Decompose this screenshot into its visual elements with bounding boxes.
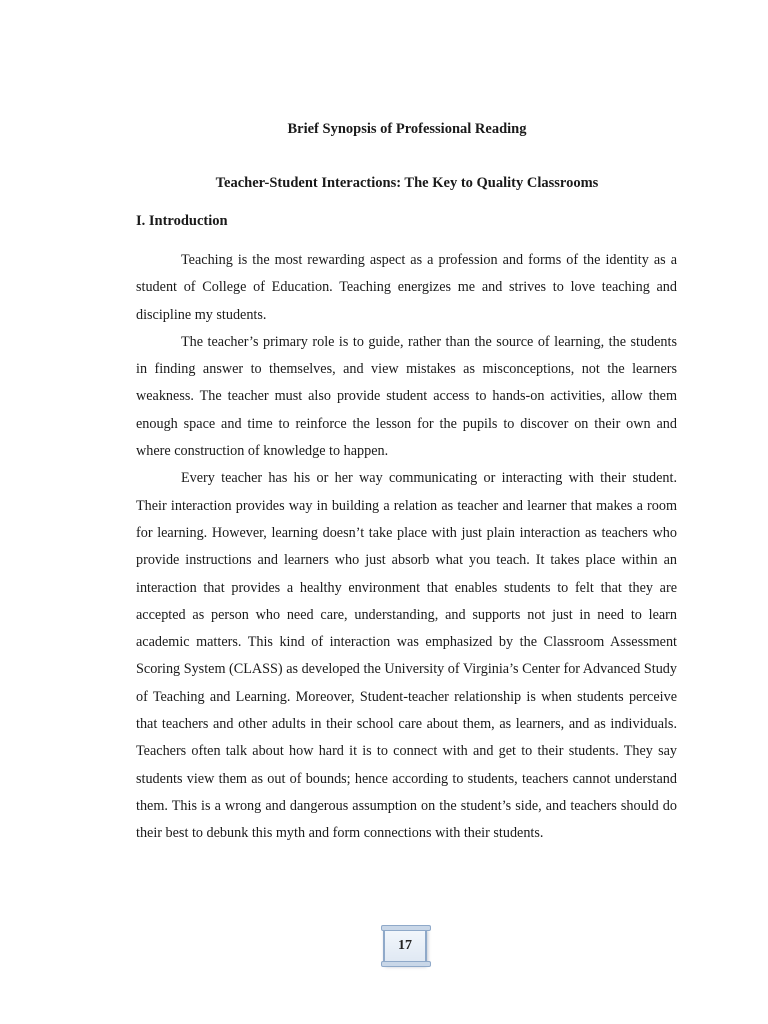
paragraph: The teacher’s primary role is to guide, rather than the source of learning, the students in finding answer to themselves, and view mistakes as misconceptions, not the learners weakness. The teacher must also provide student access to hands-on activities, allow them enough space and time to reinforce the lesson for the pupils to discover on their own and where construction of knowledge to happen. [136,333,677,460]
document-title: Brief Synopsis of Professional Reading [287,121,527,137]
body-text [136,247,677,848]
paragraph: Teaching is the most rewarding aspect as a profession and forms of the identity as a student of College of Education. Teaching energizes me and strives to love teaching and discipline my students. [136,252,677,323]
page-number-scroll-badge [383,927,427,965]
document-subtitle: Teacher-Student Interactions: The Key to Quality Classrooms [215,175,599,191]
section-heading: I. Introduction [136,213,228,229]
page-number: 17 [398,938,412,953]
paragraph: Every teacher has his or her way communicating or interacting with their student. Their interaction provides way in building a relation as teacher and learner that makes a room for learning. However, learning doesn’t take place with just plain interaction as teachers who provide instructions and learners who just absorb what you teach. It takes place within an interaction that provides a healthy environment that enables students to felt that they are accepted as person who need care, understanding, and supports not just in need to learn academic matters. This kind of interaction was emphasized by the Classroom Assessment Scoring System (CLASS) as developed the University of Virginia’s Center for Advanced Study of Teaching and Learning. Moreover, Student-teacher relationship is when students perceive that teachers and other adults in their school care about them, as learners, and as individuals. Teachers often talk about how hard it is to connect with and get to their students. They say students view them as out of bounds; hence according to students, teachers cannot understand them. This is a wrong and dangerous assumption on the student’s side, and teachers should do their best to debunk this myth and form connections with their students. [136,470,677,842]
